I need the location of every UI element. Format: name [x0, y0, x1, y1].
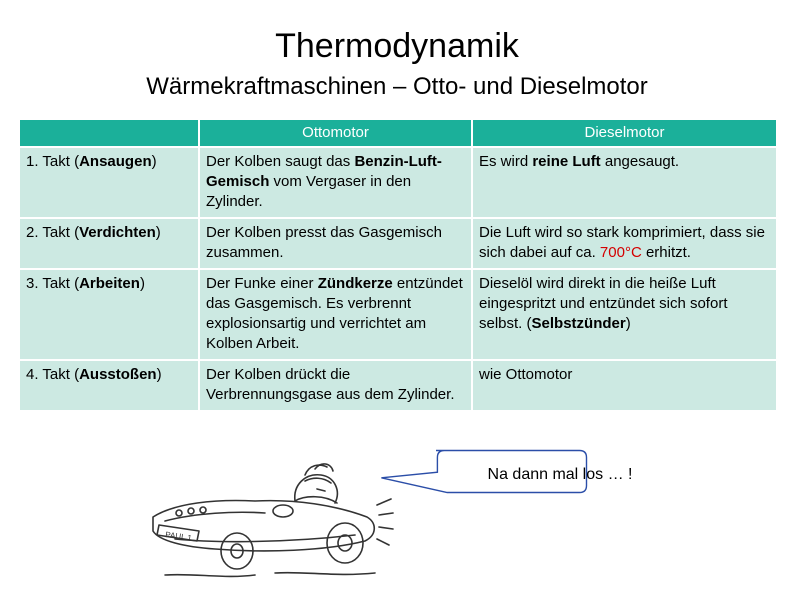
takt-label: 1. Takt (: [26, 153, 80, 170]
temperature-value: 700°C: [599, 244, 642, 261]
takt-label: ): [155, 224, 161, 241]
cell-text: Der Kolben presst das Gasgemisch zusammen.: [206, 224, 442, 261]
cell-text: Der Kolben saugt das: [206, 153, 355, 170]
takt-name: Arbeiten: [79, 275, 140, 292]
takt-cell: [19, 218, 199, 269]
dieselmotor-cell: [472, 360, 777, 411]
cell-text: Der Funke einer: [206, 275, 318, 292]
cell-text: vom Vergaser in den Zylinder.: [206, 173, 412, 210]
takt-label: ): [156, 366, 162, 383]
comparison-table: [18, 118, 778, 412]
page-title: Thermodynamik: [275, 27, 519, 65]
cell-text: angesaugt.: [600, 153, 680, 170]
takt-label: ): [151, 153, 157, 170]
key-term: reine Luft: [532, 153, 601, 170]
takt-label: 4. Takt (: [26, 366, 80, 383]
dieselmotor-cell: [472, 269, 777, 360]
dieselmotor-cell: [472, 218, 777, 269]
page-subtitle: Wärmekraftmaschinen – Otto- und Dieselmotor: [146, 73, 648, 100]
ottomotor-cell: [199, 360, 472, 411]
takt-name: Verdichten: [79, 224, 156, 241]
key-term: Zündkerze: [317, 275, 393, 292]
header-dieselmotor: Dieselmotor: [472, 119, 777, 147]
cell-text: wie Ottomotor: [479, 366, 573, 383]
takt-label: ): [139, 275, 145, 292]
cell-text: erhitzt.: [641, 244, 691, 261]
dieselmotor-cell: [472, 147, 777, 218]
ottomotor-cell: [199, 147, 472, 218]
takt-name: Ausstoßen: [79, 366, 157, 383]
takt-cell: [19, 147, 199, 218]
race-car-sketch-icon: [145, 455, 395, 595]
cell-text: entzündet das Gasgemisch. Es verbrennt explosionsartig und verrichtet am Kolben Arbeit.: [206, 275, 463, 352]
speech-bubble-text: Na dann mal los … !: [487, 466, 633, 483]
table-body: [19, 147, 777, 411]
ottomotor-cell: [199, 218, 472, 269]
cell-text: ): [625, 315, 631, 332]
table-header-row: [19, 119, 777, 147]
key-term: Selbstzünder: [531, 315, 626, 332]
cell-text: Die Luft wird so stark komprimiert, dass sie sich dabei auf ca.: [479, 224, 765, 261]
takt-cell: [19, 269, 199, 360]
cell-text: Der Kolben drückt die Verbrennungsgase aus dem Zylinder.: [206, 366, 455, 403]
table-row: [19, 269, 777, 360]
cell-text: Es wird: [479, 153, 533, 170]
cell-text: Dieselöl wird direkt in die heiße Luft eingespritzt und entzündet sich sofort selbst. (: [479, 275, 728, 332]
table-row: [19, 218, 777, 269]
takt-cell: [19, 360, 199, 411]
table-row: [19, 360, 777, 411]
header-empty-cell: [19, 119, 199, 147]
takt-name: Ansaugen: [79, 153, 152, 170]
takt-label: 3. Takt (: [26, 275, 80, 292]
svg-text:PAUL 1: PAUL 1: [164, 530, 193, 543]
header-ottomotor: Ottomotor: [199, 119, 472, 147]
ottomotor-cell: [199, 269, 472, 360]
key-term: Benzin-Luft-Gemisch: [206, 153, 442, 190]
table-row: [19, 147, 777, 218]
takt-label: 2. Takt (: [26, 224, 80, 241]
